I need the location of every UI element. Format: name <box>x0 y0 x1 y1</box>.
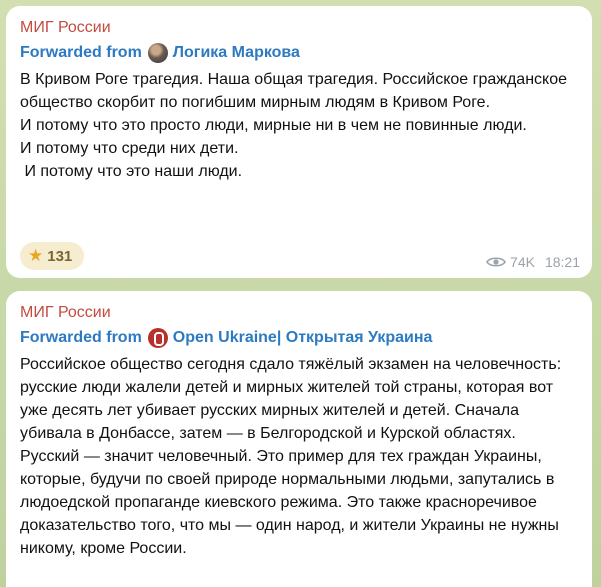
channel-avatar[interactable] <box>148 328 168 348</box>
message-bubble[interactable] <box>6 291 592 587</box>
forwarded-prefix: Forwarded from <box>20 44 142 61</box>
message-paragraph: И потому что среди них дети. <box>20 140 239 157</box>
forwarded-from[interactable] <box>20 42 578 64</box>
star-icon: ★ <box>28 246 44 265</box>
message-paragraph: И потому что это наши люди. <box>20 163 243 180</box>
reaction-button[interactable] <box>20 242 84 270</box>
message-paragraph: И потому что это просто люди, мирные ни в чем не повинные люди. <box>20 117 527 134</box>
message-paragraph: Российское общество сегодня сдало тяжёлый экзамен на человечность: русские люди жалели детей и мирных жителей той страны, которая вот уже десять лет убивает русских мирных жителей и детей. Сначала убивала в Донбассе, затем — в Белгородской и Курской областях. Русский — значит человечный. Это пример для тех граждан Украины, которые, будучи по своей природе нормальными людьми, запутались в людоедской пропаганде киевского режима. Это также красноречивое доказательство того, что мы — один народ, и жители Украины не нужны никому, кроме России. <box>20 356 562 557</box>
message-time: 18:21 <box>544 254 580 270</box>
sender-name[interactable]: МИГ России <box>20 19 111 36</box>
reaction-count: 131 <box>47 247 73 265</box>
channel-avatar[interactable] <box>148 43 168 63</box>
forwarded-prefix: Forwarded from <box>20 329 142 346</box>
forwarded-from[interactable] <box>20 327 578 349</box>
message-paragraph: В Кривом Роге трагедия. Наша общая трагедия. Российское гражданское общество скорбит по погибшим мирным людям в Кривом Роге. <box>20 71 568 111</box>
sender-name[interactable]: МИГ России <box>20 304 111 321</box>
message-bubble[interactable] <box>6 6 592 278</box>
message-text <box>20 68 578 183</box>
forwarded-channel-name[interactable]: Open Ukraine| Открытая Украина <box>172 329 433 346</box>
forwarded-channel-name[interactable]: Логика Маркова <box>172 44 300 61</box>
message-text <box>20 353 578 560</box>
message-meta <box>486 242 580 270</box>
eye-icon <box>486 256 506 268</box>
message-footer <box>20 242 580 270</box>
view-count: 74K <box>510 254 535 270</box>
